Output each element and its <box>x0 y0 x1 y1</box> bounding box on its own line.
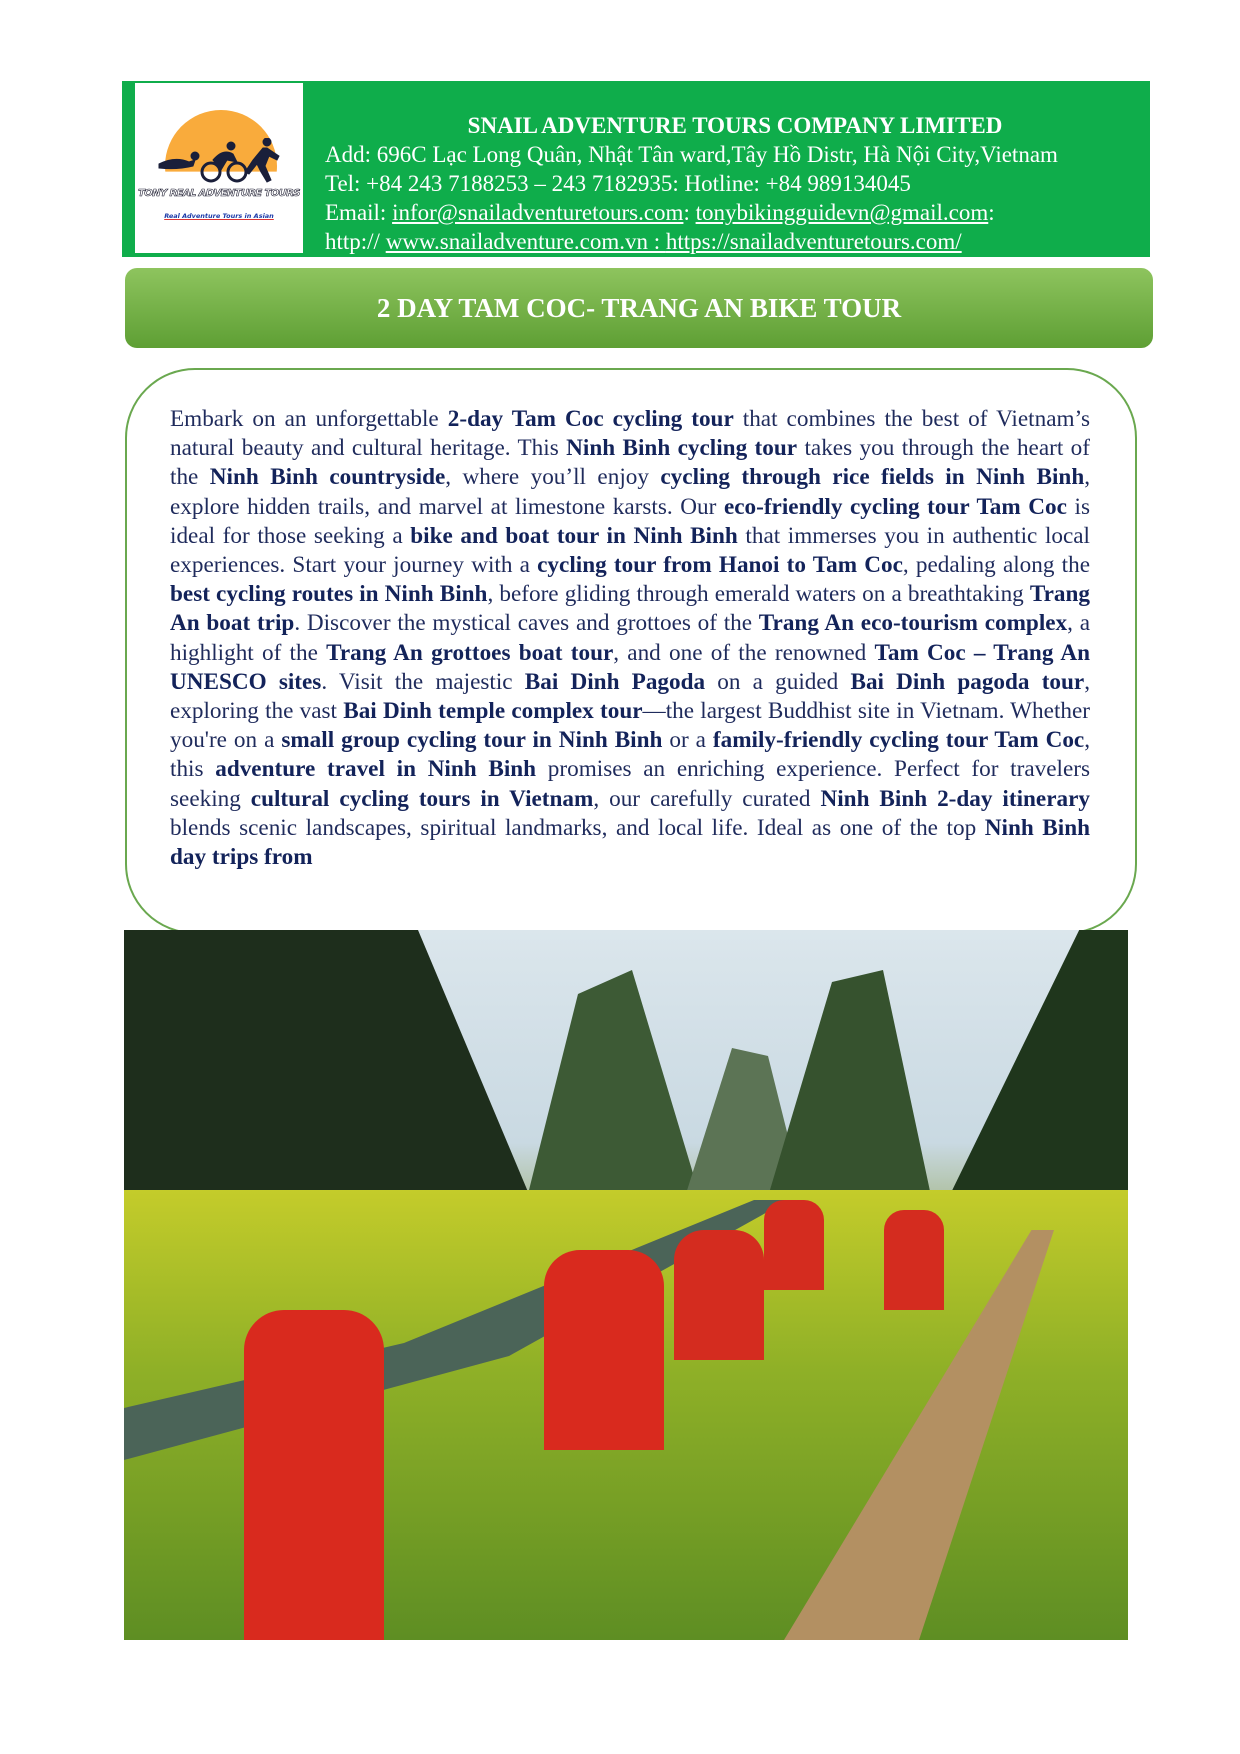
intro-text: . Discover the mystical caves and grottoes of the <box>294 610 759 637</box>
intro-text: takes you through the heart of the <box>170 435 1090 491</box>
keyword-highlight: bike and boat tour in Ninh Binh <box>410 522 738 549</box>
intro-text: , a highlight of the <box>170 610 1090 666</box>
keyword-highlight: Bai Dinh Pagoda <box>524 668 706 695</box>
keyword-highlight: Trang An boat trip <box>170 581 1090 637</box>
company-name: SNAIL ADVENTURE TOURS COMPANY LIMITED <box>467 113 1003 138</box>
keyword-highlight: cultural cycling tours in Vietnam <box>250 785 594 812</box>
website-link-2[interactable]: https://snailadventuretours.com/ <box>665 229 962 254</box>
tour-photo <box>124 930 1128 1640</box>
intro-text: or a <box>662 727 713 754</box>
logo-subtitle: Real Adventure Tours in Asian <box>164 212 274 220</box>
intro-text: that combines the best of Vietnam’s natural beauty and cultural heritage. This <box>170 406 1090 462</box>
keyword-highlight: best cycling routes in Ninh Binh <box>170 581 488 608</box>
intro-text: Embark on an unforgettable <box>170 406 448 432</box>
intro-text: , before gliding through emerald waters on a breathtaking <box>487 581 1030 608</box>
keyword-highlight: family-friendly cycling tour Tam Coc <box>712 727 1085 754</box>
keyword-highlight: Tam Coc – Trang An UNESCO sites <box>170 639 1090 695</box>
intro-text: . Visit the majestic <box>321 668 525 695</box>
keyword-highlight: Ninh Binh 2-day itinerary <box>820 785 1090 812</box>
company-logo <box>135 83 303 253</box>
intro-text: , exploring the vast <box>170 668 1090 725</box>
intro-text: blends scenic landscapes, spiritual landmarks, and local life. Ideal as one of the top <box>170 814 985 841</box>
keyword-highlight: adventure travel in Ninh Binh <box>215 756 537 783</box>
intro-box <box>125 368 1137 934</box>
intro-paragraph <box>170 405 1090 893</box>
intro-text: , where you’ll enjoy <box>445 464 661 491</box>
keyword-highlight: eco-friendly cycling tour Tam Coc <box>723 493 1067 520</box>
email-link-1[interactable]: infor@snailadventuretours.com <box>392 200 684 225</box>
keyword-highlight: cycling tour from Hanoi to Tam Coc <box>537 552 903 579</box>
intro-text: promises an enriching experience. Perfect for travelers seeking <box>170 756 1090 812</box>
logo-title: TONY REAL ADVENTURE TOURS <box>138 188 300 199</box>
company-emails <box>325 198 1145 227</box>
intro-text: is ideal for those seeking a <box>170 493 1090 549</box>
website-link-1[interactable]: www.snailadventure.com.vn : <box>385 229 666 254</box>
web-prefix: http:// <box>325 229 386 254</box>
intro-text: , and one of the renowned <box>613 639 875 666</box>
company-header <box>122 81 1150 257</box>
separator: : <box>683 200 696 225</box>
separator: : <box>988 200 995 225</box>
intro-text: , pedaling along the <box>902 552 1090 579</box>
triathlon-icon <box>155 138 285 188</box>
keyword-highlight: cycling through rice fields in Ninh Binh <box>660 464 1085 491</box>
keyword-highlight: Ninh Binh cycling tour <box>566 435 798 462</box>
company-websites <box>325 227 1145 256</box>
keyword-highlight: small group cycling tour in Ninh Binh <box>281 727 663 754</box>
keyword-highlight: 2-day Tam Coc cycling tour <box>447 406 734 432</box>
intro-text: on a guided <box>705 668 851 695</box>
tour-title-banner <box>125 268 1153 348</box>
intro-text: that immerses you in authentic local experiences. Start your journey with a <box>170 522 1090 579</box>
intro-text: , our carefully curated <box>593 785 821 812</box>
company-address: Add: 696C Lạc Long Quân, Nhật Tân ward,Tây Hồ Distr, Hà Nội City,Vietnam <box>325 142 1058 167</box>
company-phone: Tel: +84 243 7188253 – 243 7182935: Hotline: +84 989134045 <box>325 171 911 196</box>
keyword-highlight: Trang An grottoes boat tour <box>326 639 614 666</box>
intro-text: , explore hidden trails, and marvel at limestone karsts. Our <box>170 464 1090 520</box>
keyword-highlight: Ninh Binh day trips from <box>170 814 1090 871</box>
keyword-highlight: Trang An eco-tourism complex <box>758 610 1068 637</box>
company-info <box>325 111 1145 256</box>
intro-text: , this <box>170 727 1090 783</box>
email-link-2[interactable]: tonybikingguidevn@gmail.com <box>695 200 989 225</box>
keyword-highlight: Bai Dinh pagoda tour <box>850 668 1085 695</box>
keyword-highlight: Ninh Binh countryside <box>209 464 446 491</box>
keyword-highlight: Bai Dinh temple complex tour <box>343 698 643 725</box>
tour-title: 2 DAY TAM COC- TRANG AN BIKE TOUR <box>376 292 902 323</box>
email-label: Email: <box>325 200 393 225</box>
intro-text: —the largest Buddhist site in Vietnam. Whether you're on a <box>170 698 1090 754</box>
